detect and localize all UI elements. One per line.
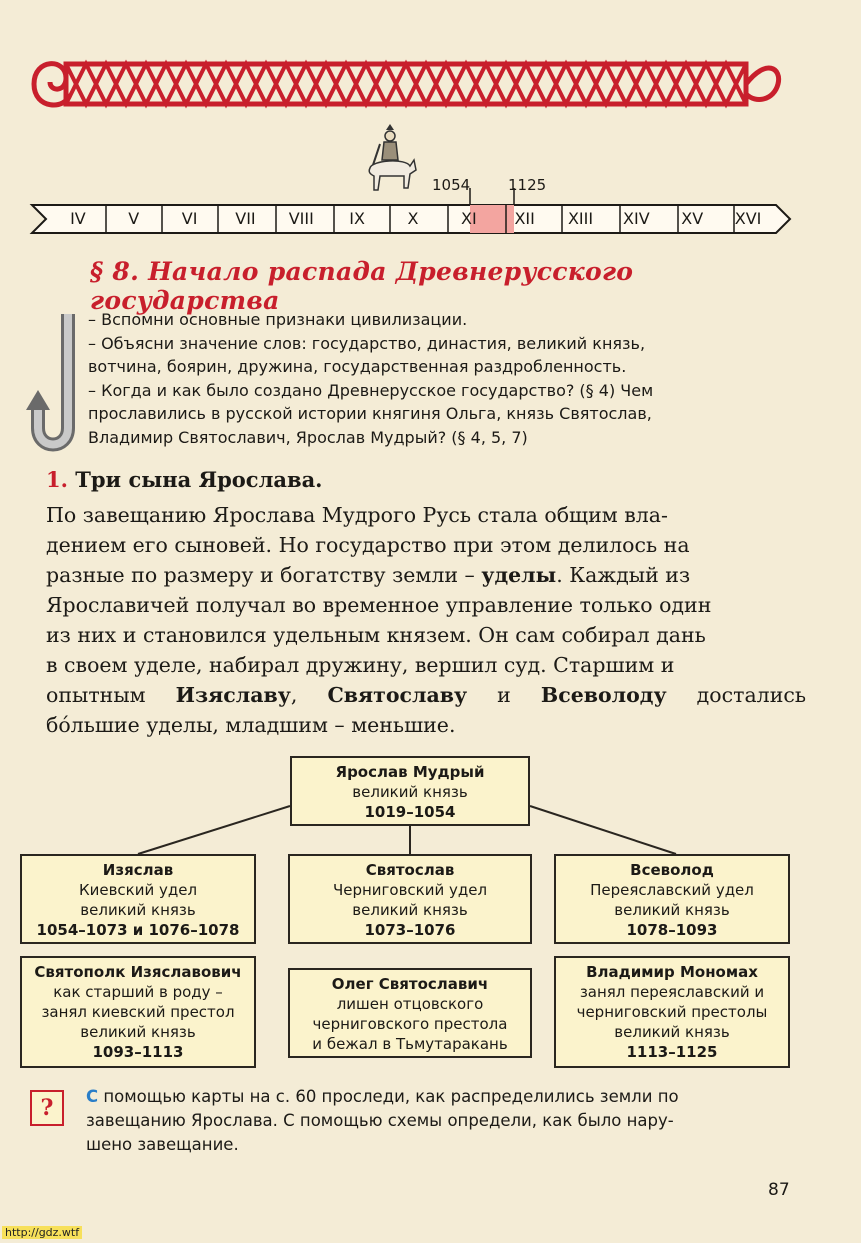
task-text [86, 1085, 806, 1157]
box-line: занял переяславский и [579, 983, 765, 1001]
decorative-ornament [26, 48, 786, 120]
question-line: Владимир Святославич, Ярослав Мудрый? (§ 4, 5, 7) [88, 427, 528, 447]
box-line: черниговский престолы [576, 1003, 768, 1021]
body-text: достались [696, 683, 806, 707]
century-label: X [407, 209, 419, 228]
box-line: и бежал в Тьмутаракань [312, 1035, 508, 1053]
watermark: http://gdz.wtf [2, 1226, 82, 1239]
name-izyaslav: Изяславу [175, 683, 291, 707]
box-name: Всеволод [630, 861, 714, 879]
section-title [46, 467, 323, 492]
box-line: как старший в роду – [53, 983, 223, 1001]
body-text: опытным [46, 683, 146, 707]
box-line: великий князь [352, 783, 468, 801]
century-label: XIV [623, 209, 650, 228]
body-text: и [497, 683, 511, 707]
box-line: великий князь [352, 901, 468, 919]
body-text: . Каждый из [556, 563, 691, 587]
box-years: 1054–1073 и 1076–1078 [36, 921, 240, 939]
box-name: Святополк Изяславович [34, 963, 242, 981]
box-line: Киевский удел [78, 881, 198, 899]
body-text: Ярославичей получал во временное управление только один [46, 593, 712, 617]
box-oleg [288, 968, 532, 1058]
page-number: 87 [768, 1180, 790, 1200]
name-vsevolod: Всеволоду [540, 683, 667, 707]
century-label: VI [181, 209, 198, 228]
body-text: разные по размеру и богатству земли – [46, 563, 475, 587]
box-years: 1093–1113 [92, 1043, 184, 1061]
box-name: Олег Святославич [331, 975, 489, 993]
box-years: 1113–1125 [626, 1043, 718, 1061]
century-label: XII [514, 209, 535, 228]
question-line: – Когда и как было создано Древнерусское государство? (§ 4) Чем [88, 380, 654, 400]
box-years: 1019–1054 [364, 803, 456, 821]
year-1125-label: 1125 [508, 176, 547, 194]
box-line: великий князь [80, 1023, 196, 1041]
body-line [46, 530, 806, 560]
box-name: Святослав [365, 861, 455, 879]
body-text: бóльшие уделы, младшим – меньшие. [46, 713, 456, 737]
century-label: V [128, 209, 140, 228]
century-labels [50, 205, 776, 233]
body-line [46, 590, 806, 620]
section-number: 1. [46, 467, 68, 492]
review-questions [88, 308, 788, 449]
box-line: лишен отцовского [336, 995, 484, 1013]
century-label: XV [681, 209, 704, 228]
box-line: занял киевский престол [41, 1003, 235, 1021]
box-line: великий князь [80, 901, 196, 919]
term-udely: уделы [481, 563, 557, 587]
box-name: Ярослав Мудрый [335, 763, 485, 781]
year-1054-label: 1054 [432, 176, 471, 194]
box-svyatopolk [20, 956, 256, 1068]
box-years: 1073–1076 [364, 921, 456, 939]
box-line: Черниговский удел [332, 881, 488, 899]
century-label: XI [460, 209, 477, 228]
body-text: из них и становился удельным князем. Он сам собирал дань [46, 623, 706, 647]
box-line: великий князь [614, 1023, 730, 1041]
century-label: IV [70, 209, 86, 228]
body-line [46, 680, 806, 710]
task-text-part: помощью карты на с. 60 проследи, как распределились земли по [98, 1087, 679, 1106]
century-label: VII [235, 209, 256, 228]
body-text: дением его сыновей. Но государство при этом делилось на [46, 533, 690, 557]
question-line: – Вспомни основные признаки цивилизации. [88, 310, 468, 329]
question-line: – Объясни значение слов: государство, династия, великий князь, [88, 333, 646, 353]
body-line [46, 710, 806, 740]
box-years: 1078–1093 [626, 921, 718, 939]
body-text: , [290, 683, 298, 707]
box-vladimir-monomakh [554, 956, 790, 1068]
box-name: Владимир Мономах [586, 963, 758, 981]
century-label: IX [349, 209, 365, 228]
box-yaroslav [290, 756, 530, 826]
body-text: По завещанию Ярослава Мудрого Русь стала общим вла- [46, 503, 668, 527]
section-body [46, 500, 806, 740]
page-title: § 8. Начало распада Древнерусского государства [90, 257, 634, 315]
question-mark-icon: ? [30, 1090, 64, 1126]
succession-scheme [0, 750, 861, 1080]
box-name: Изяслав [102, 861, 174, 879]
body-text: в своем уделе, набирал дружину, вершил суд. Старшим и [46, 653, 675, 677]
body-line [46, 500, 806, 530]
task-line: завещанию Ярослава. С помощью схемы определи, как было нару- [86, 1111, 674, 1130]
century-label: VIII [288, 209, 314, 228]
hook-arrow-icon [24, 310, 84, 460]
body-line [46, 620, 806, 650]
box-vsevolod [554, 854, 790, 944]
century-label: XIII [567, 209, 594, 228]
box-line: великий князь [614, 901, 730, 919]
question-line: прославились в русской истории княгиня Ольга, князь Святослав, [88, 404, 652, 423]
name-svyatoslav: Святославу [327, 683, 468, 707]
question-line: вотчина, боярин, дружина, государственная раздробленность. [88, 357, 627, 376]
century-label: XVI [734, 209, 762, 228]
box-line: черниговского престола [312, 1015, 508, 1033]
box-svyatoslav [288, 854, 532, 944]
task-line: шено завещание. [86, 1135, 239, 1154]
task-line [86, 1085, 806, 1109]
body-line [46, 650, 806, 680]
box-line: Переяславский удел [590, 881, 754, 899]
body-line [46, 560, 806, 590]
section-title-text: Три сына Ярослава. [75, 467, 323, 492]
box-izyaslav [20, 854, 256, 944]
task-first-letter: С [86, 1087, 99, 1106]
